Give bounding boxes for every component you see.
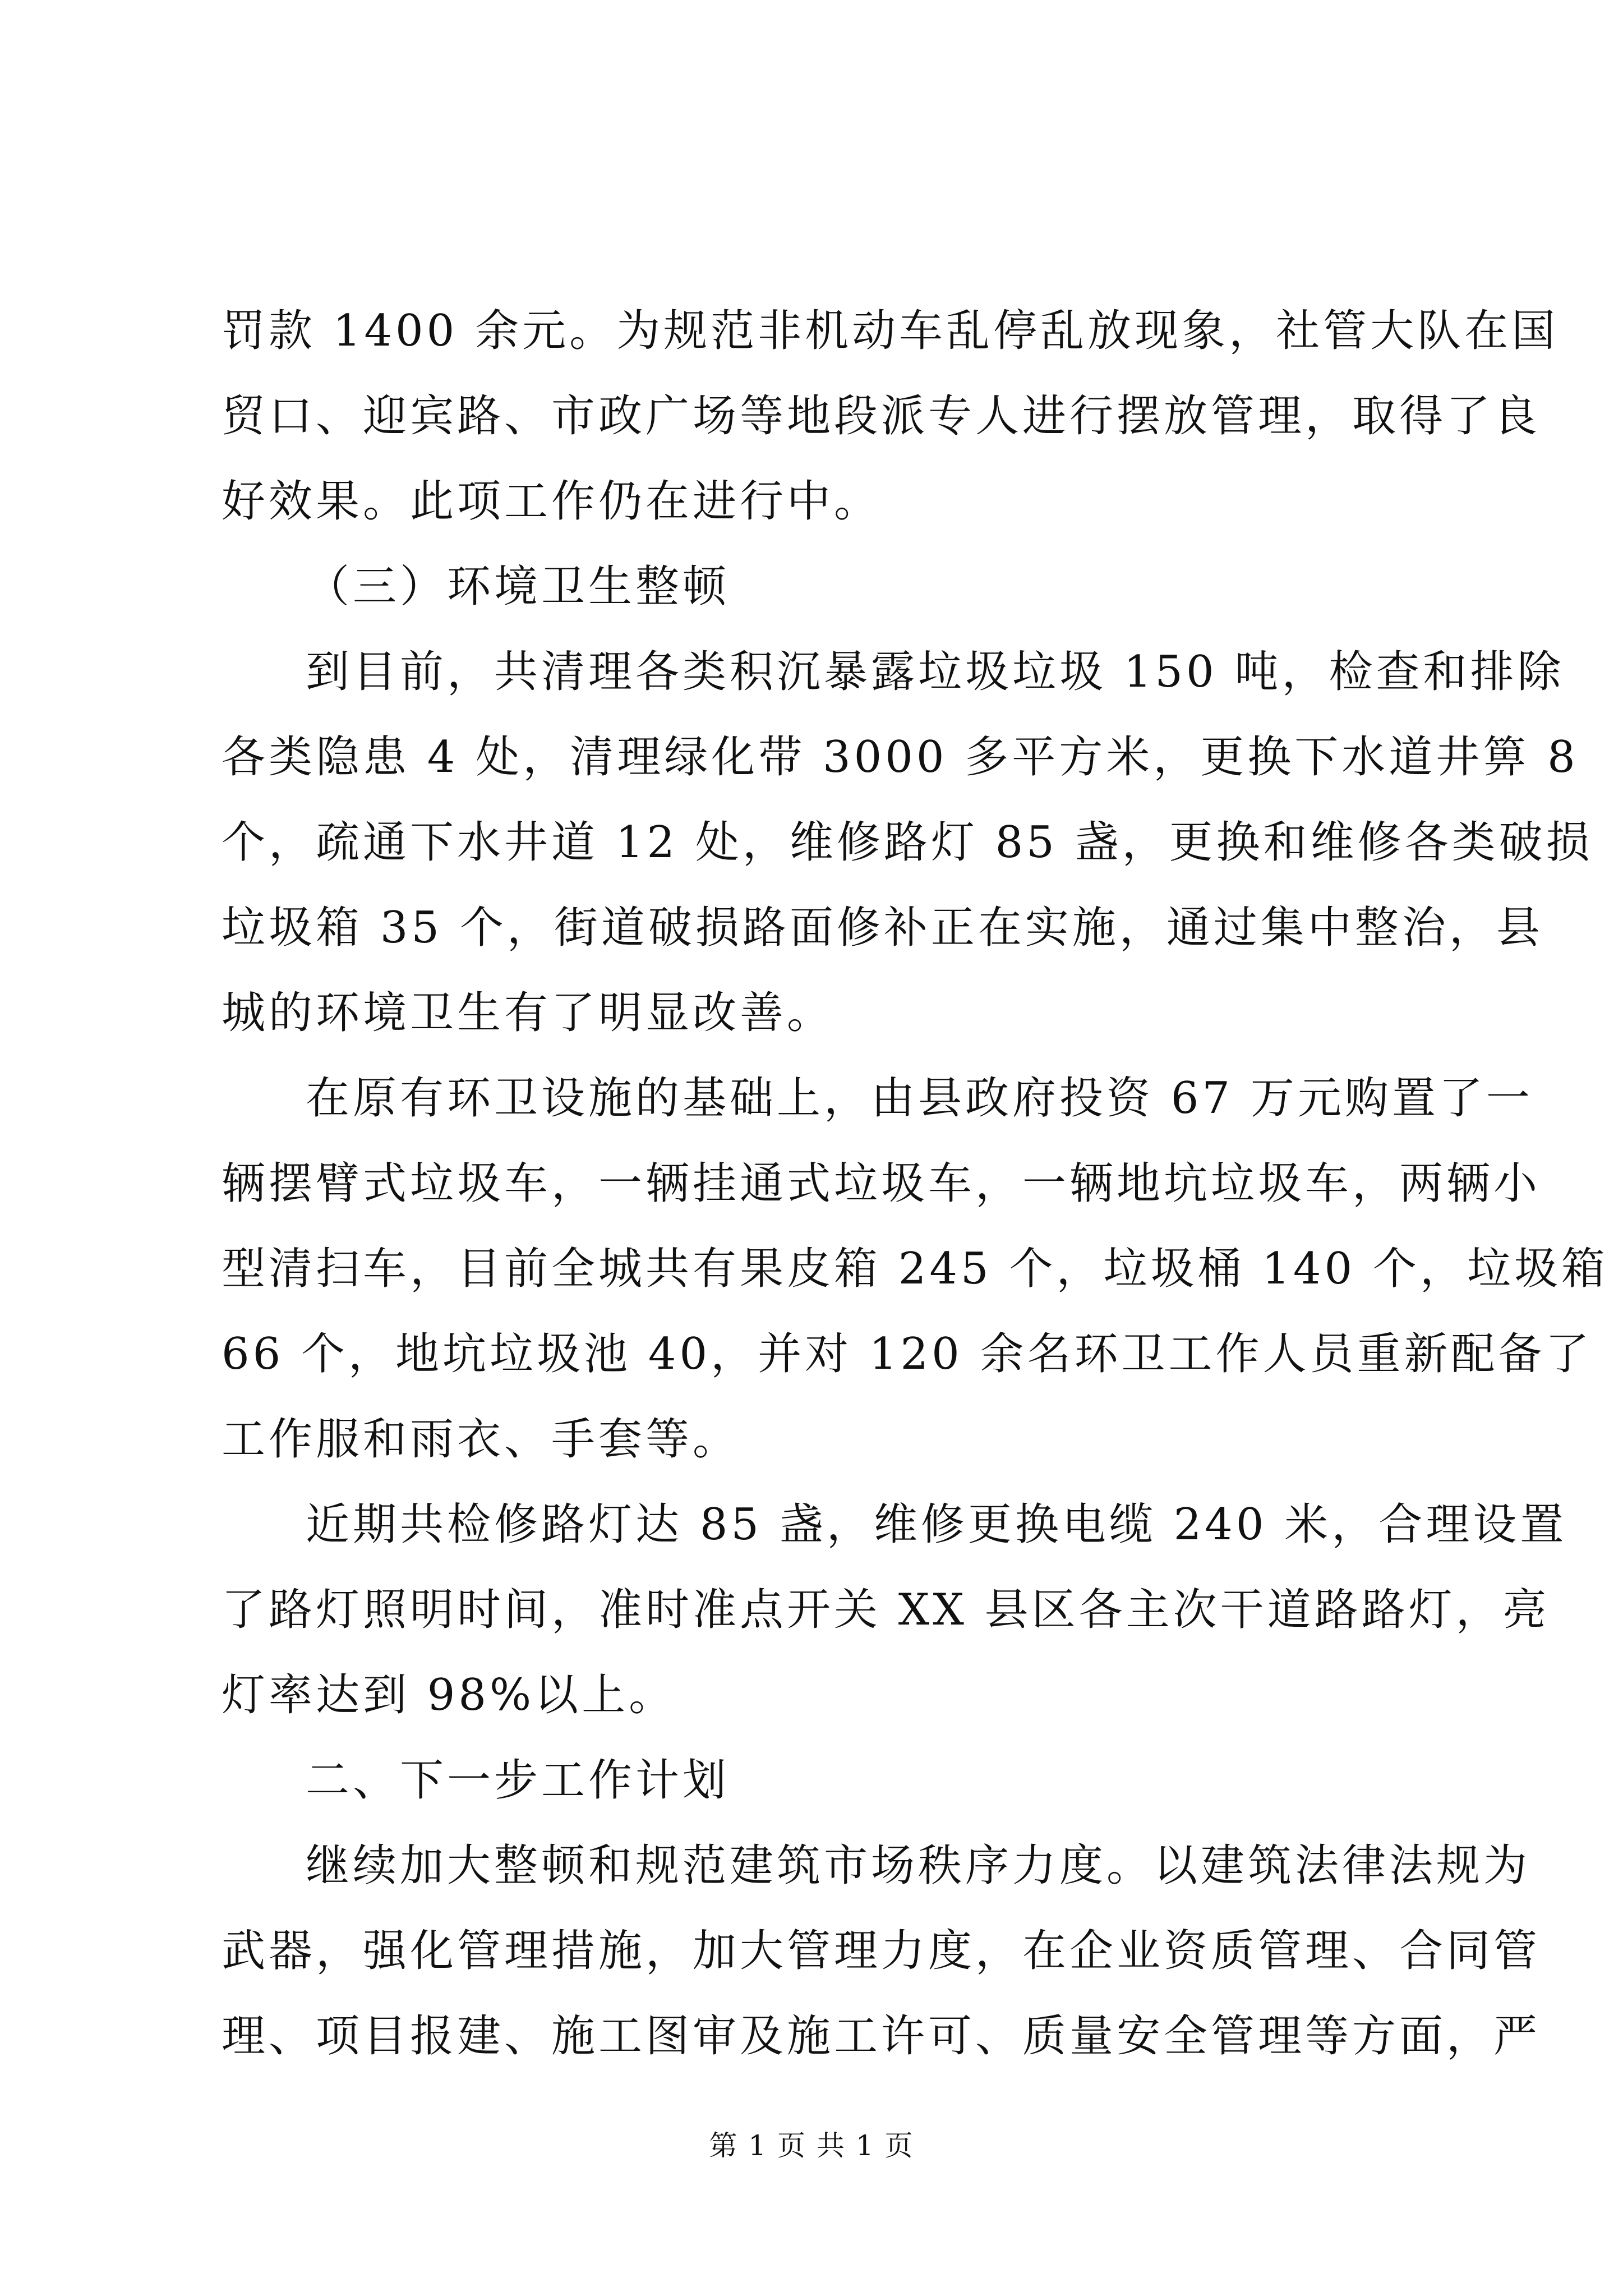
- text-line-7: 个，疏通下水井道 12 处，维修路灯 85 盏，更换和维修各类破损: [222, 817, 1593, 868]
- text-line-5: 到目前，共清理各类积沉暴露垃圾垃圾 150 吨，检查和排除: [306, 647, 1565, 697]
- text-line-2: 贸口、迎宾路、市政广场等地段派专人进行摆放管理，取得了良: [222, 391, 1541, 441]
- section-heading-next-plan: 二、下一步工作计划: [306, 1755, 730, 1806]
- text-line-21: 理、项目报建、施工图审及施工许可、质量安全管理等方面，严: [222, 2011, 1541, 2062]
- text-line-8: 垃圾箱 35 个，街道破损路面修补正在实施，通过集中整治，县: [222, 903, 1543, 953]
- text-line-3: 好效果。此项工作仍在进行中。: [222, 476, 882, 527]
- text-line-17: 灯率达到 98%以上。: [222, 1670, 676, 1720]
- text-line-1: 罚款 1400 余元。为规范非机动车乱停乱放现象，社管大队在国: [222, 306, 1559, 356]
- section-heading-environment: （三）环境卫生整顿: [306, 562, 730, 612]
- text-line-13: 66 个，地坑垃圾池 40，并对 120 余名环卫工作人员重新配备了: [222, 1329, 1593, 1379]
- text-line-12: 型清扫车，目前全城共有果皮箱 245 个，垃圾桶 140 个，垃圾箱: [222, 1244, 1608, 1294]
- text-line-11: 辆摆臂式垃圾车，一辆挂通式垃圾车，一辆地坑垃圾车，两辆小: [222, 1158, 1541, 1209]
- text-line-14: 工作服和雨衣、手套等。: [222, 1414, 740, 1465]
- page-footer: 第 1 页 共 1 页: [709, 2129, 914, 2162]
- text-line-20: 武器，强化管理措施，加大管理力度，在企业资质管理、合同管: [222, 1926, 1541, 1976]
- text-line-19: 继续加大整顿和规范建筑市场秩序力度。以建筑法律法规为: [306, 1841, 1531, 1891]
- text-line-6: 各类隐患 4 处，清理绿化带 3000 多平方米，更换下水道井箅 8: [222, 732, 1579, 783]
- text-line-10: 在原有环卫设施的基础上，由县政府投资 67 万元购置了一: [306, 1073, 1533, 1124]
- text-line-15: 近期共检修路灯达 85 盏，维修更换电缆 240 米，合理设置: [306, 1499, 1567, 1550]
- text-line-9: 城的环境卫生有了明显改善。: [222, 988, 834, 1038]
- text-line-16: 了路灯照明时间，准时准点开关 XX 县区各主次干道路路灯，亮: [222, 1585, 1550, 1635]
